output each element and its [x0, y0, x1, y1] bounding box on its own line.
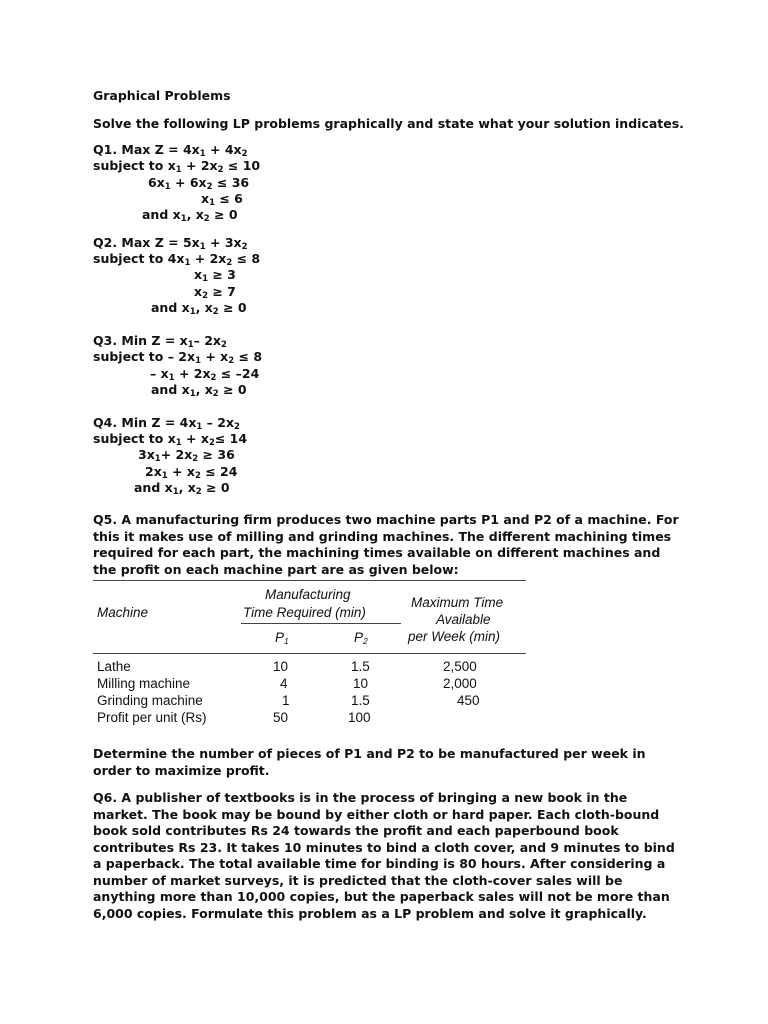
q2-nonnegativity: [151, 300, 247, 317]
equation-text: ≤ 8: [234, 349, 263, 364]
equation-text: , x: [178, 480, 196, 495]
subscript: 2: [210, 373, 217, 383]
equation-text: + 2x: [190, 251, 227, 266]
subscript: 2: [212, 389, 219, 399]
equation-text: ≤ 36: [212, 175, 250, 190]
table-subheader-rule: [241, 623, 401, 624]
q4-constraint-2: [138, 447, 235, 464]
row-p1: 1: [282, 693, 290, 708]
q2-constraint-3: [194, 284, 236, 301]
table-header-rule: [93, 653, 526, 654]
equation-text: subject to 4x: [93, 251, 185, 266]
subscript: 2: [195, 487, 202, 497]
subscript: 1: [180, 214, 187, 224]
intro-text: Solve the following LP problems graphically and state what your solution indicates.: [93, 116, 684, 131]
subscript: 1: [172, 487, 179, 497]
equation-text: ≤ 24: [200, 464, 238, 479]
equation-text: ≥ 0: [209, 207, 238, 222]
subscript: 2: [212, 307, 219, 317]
subscript: 1: [175, 438, 182, 448]
q2-constraint-2: [194, 267, 236, 284]
col-machine: Machine: [97, 605, 149, 620]
row-p2: 1.5: [351, 693, 370, 708]
q1-objective: [93, 142, 248, 159]
equation-text: ≤ 14: [214, 431, 248, 446]
equation-text: Q4. Min Z = 4x: [93, 415, 197, 430]
equation-text: + x: [181, 431, 209, 446]
subscript: 1: [195, 356, 201, 366]
row-machine: Profit per unit (Rs): [97, 710, 207, 725]
col-mfg-line2: Time Required (min): [243, 605, 366, 620]
row-p1: 10: [273, 659, 289, 674]
q3-nonnegativity: [151, 382, 247, 399]
subscript: 1: [168, 373, 175, 383]
subscript: 2: [203, 214, 210, 224]
equation-text: – 2x: [202, 415, 235, 430]
equation-text: + 2x: [174, 366, 211, 381]
equation-text: ≤ 6: [215, 191, 243, 206]
q1-constraint-3: [201, 191, 243, 208]
subscript: 2: [217, 165, 224, 175]
equation-text: , x: [186, 207, 204, 222]
row-machine: Lathe: [97, 659, 131, 674]
row-p1: 50: [273, 710, 289, 725]
equation-text: subject to – 2x: [93, 349, 196, 364]
row-p2: 1.5: [351, 659, 370, 674]
col-max-line1: Maximum Time: [411, 595, 504, 610]
equation-text: + x: [201, 349, 229, 364]
equation-text: and x: [134, 480, 173, 495]
equation-text: x: [194, 284, 203, 299]
subscript: 1: [187, 340, 194, 350]
equation-text: and x: [151, 382, 190, 397]
equation-text: 2x: [145, 464, 162, 479]
q4-constraint-3: [145, 464, 237, 481]
subscript: 1: [189, 307, 196, 317]
q1-constraint-2: [148, 175, 249, 192]
subscript: 1: [199, 242, 206, 252]
row-machine: Grinding machine: [97, 693, 203, 708]
equation-text: Q3. Min Z = x: [93, 333, 188, 348]
col-mfg-line1: Manufacturing: [265, 587, 351, 602]
row-p1: 4: [280, 676, 288, 691]
row-max: 450: [457, 693, 480, 708]
equation-text: x: [194, 267, 203, 282]
equation-text: + 6x: [170, 175, 207, 190]
machine-time-table: [93, 580, 526, 730]
subscript: 1: [196, 422, 203, 432]
table-top-rule: [93, 580, 526, 581]
equation-text: + 3x: [205, 235, 242, 250]
subscript: 1: [209, 198, 215, 208]
equation-text: ≤ 10: [223, 158, 261, 173]
col-max-line2: Available: [436, 612, 491, 627]
subscript: 2: [226, 258, 233, 268]
q3-constraint-2: [150, 366, 259, 383]
subscript: 2: [241, 149, 248, 159]
equation-text: 6x: [148, 175, 165, 190]
subscript: 1: [184, 258, 191, 268]
equation-text: ≤ 8: [232, 251, 261, 266]
subscript: 2: [234, 422, 240, 432]
equation-text: Q2. Max Z = 5x: [93, 235, 200, 250]
equation-text: + 2x: [160, 447, 193, 462]
subscript: 1: [154, 454, 161, 464]
subscript: 1: [189, 389, 196, 399]
equation-text: and x: [142, 207, 181, 222]
subscript: 2: [208, 438, 215, 448]
q6-text: Q6. A publisher of textbooks is in the process of bringing a new book in the market. The book may be bound by either cloth or hard paper. Each cloth-bound book sold contributes Rs 24 towards the profit and each paperbound book contributes Rs 23. It takes 10 minutes to bind a cloth cover, and 9 minutes to bind a paperback. The total available time for binding is 80 hours. After considering a number of market surveys, it is predicted that the cloth-cover sales will be anything more than 10,000 copies, but the paperback sales will not be more than 6,000 copies. Formulate this problem as a LP problem and solve it graphically.: [93, 790, 675, 921]
subscript: 2: [228, 356, 235, 366]
equation-text: ≥ 3: [208, 267, 236, 282]
q5-text: Q5. A manufacturing firm produces two machine parts P1 and P2 of a machine. For this it makes use of milling and grinding machines. The different machining times required for each part, the machining times available on different machines and the profit on each machine part are as given below:: [93, 512, 679, 577]
equation-text: – 2x: [193, 333, 221, 348]
subscript: 2: [202, 291, 208, 301]
q1-nonnegativity: [142, 207, 238, 224]
subscript: 2: [192, 454, 199, 464]
row-p2: 100: [348, 710, 371, 725]
row-machine: Milling machine: [97, 676, 191, 691]
q4-constraint-1: [93, 431, 247, 448]
subscript: 2: [241, 242, 248, 252]
equation-text: subject to x: [93, 158, 176, 173]
q4-objective: [93, 415, 240, 432]
equation-text: + 4x: [205, 142, 242, 157]
subscript: 1: [164, 182, 171, 192]
equation-text: – x: [150, 366, 169, 381]
equation-text: + x: [167, 464, 195, 479]
q3-objective: [93, 333, 227, 350]
q5-after-text: Determine the number of pieces of P1 and P2 to be manufactured per week in order to maximize profit.: [93, 746, 646, 778]
row-p2: 10: [353, 676, 369, 691]
equation-text: subject to x: [93, 431, 176, 446]
subscript: 2: [206, 182, 213, 192]
heading: Graphical Problems: [93, 88, 231, 103]
equation-text: 3x: [138, 447, 155, 462]
col-max-line3: per Week (min): [408, 629, 501, 644]
subscript: 1: [202, 274, 208, 284]
equation-text: + 2x: [181, 158, 218, 173]
subscript: 1: [199, 149, 206, 159]
equation-text: ≥ 7: [208, 284, 236, 299]
q1-constraint-1: [93, 158, 260, 175]
col-p2: $P_2$: [354, 630, 368, 646]
equation-text: , x: [195, 300, 213, 315]
equation-text: , x: [195, 382, 213, 397]
subscript: 2: [194, 471, 201, 481]
equation-text: and x: [151, 300, 190, 315]
equation-text: x: [201, 191, 210, 206]
q2-constraint-1: [93, 251, 260, 268]
equation-text: ≤ –24: [216, 366, 260, 381]
equation-text: ≥ 0: [218, 382, 247, 397]
subscript: 1: [161, 471, 168, 481]
q2-objective: [93, 235, 248, 252]
subscript: 1: [175, 165, 182, 175]
row-max: 2,500: [443, 659, 477, 674]
equation-text: ≥ 0: [218, 300, 247, 315]
equation-text: Q1. Max Z = 4x: [93, 142, 200, 157]
subscript: 2: [221, 340, 227, 350]
col-p1: $P_1$: [275, 630, 289, 646]
q3-constraint-1: [93, 349, 262, 366]
q4-nonnegativity: [134, 480, 230, 497]
equation-text: ≥ 0: [201, 480, 230, 495]
row-max: 2,000: [443, 676, 477, 691]
equation-text: ≥ 36: [198, 447, 235, 462]
